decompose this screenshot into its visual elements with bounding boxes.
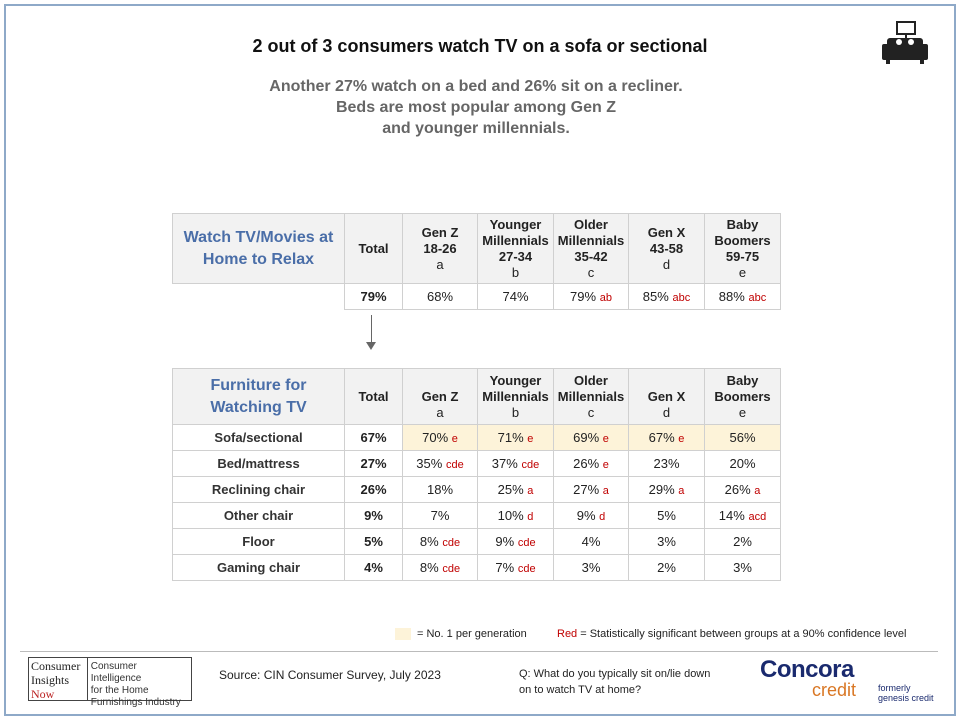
highlight-legend-text: = No. 1 per generation (417, 628, 527, 640)
furniture-table (172, 368, 781, 581)
source-note: Source: CIN Consumer Survey, July 2023 (219, 668, 441, 682)
table-row (173, 284, 781, 310)
concora-logo: Concora credit (760, 656, 857, 700)
col-older-millennials: Older Millennials 35-42 c (554, 214, 629, 284)
cell-value: 27% a (554, 477, 629, 503)
table-row (173, 477, 781, 503)
col-baby-boomers: Baby Boomers e (705, 369, 781, 425)
subtitle-line-2: Beds are most popular among Gen Z (335, 99, 617, 116)
cell-value: 85% abc (629, 284, 705, 310)
page-subtitle (0, 76, 952, 139)
down-arrow-head (366, 342, 376, 350)
col-gen-x: Gen X d (629, 369, 705, 425)
col-gen-z: Gen Z a (403, 369, 478, 425)
cell-value: 3% (629, 529, 705, 555)
relax-table (172, 213, 781, 310)
table-row (173, 529, 781, 555)
sofa-tv-icon (880, 20, 930, 68)
cell-value: 37% cde (478, 451, 554, 477)
row-label: Floor (173, 529, 345, 555)
col-total: Total (345, 214, 403, 284)
total-value: 27% (345, 451, 403, 477)
total-value: 26% (345, 477, 403, 503)
cin-logo: Consumer Insights Now Consumer Intelligence for the Home Furnishings Industry (28, 657, 192, 701)
cell-value: 4% (554, 529, 629, 555)
highlight-legend-swatch (395, 628, 411, 640)
page-title: 2 out of 3 consumers watch TV on a sofa or sectional (252, 36, 708, 56)
row-label: Reclining chair (173, 477, 345, 503)
cell-value: 8% cde (403, 555, 478, 581)
cell-value: 88% abc (705, 284, 781, 310)
formerly-note: formerly genesis credit (878, 683, 934, 703)
cell-value: 56% (705, 425, 781, 451)
survey-question: Q: What do you typically sit on/lie down on to watch TV at home? (519, 668, 711, 696)
total-value: 79% (345, 284, 403, 310)
cell-value: 20% (705, 451, 781, 477)
row-label: Bed/mattress (173, 451, 345, 477)
cell-value: 71% e (478, 425, 554, 451)
cell-value: 74% (478, 284, 554, 310)
col-gen-z: Gen Z 18-26 a (403, 214, 478, 284)
row-label: Other chair (173, 503, 345, 529)
table-row (173, 503, 781, 529)
total-value: 4% (345, 555, 403, 581)
relax-table-row-header: Watch TV/Movies at Home to Relax (173, 214, 345, 284)
col-total: Total (345, 369, 403, 425)
cell-value: 18% (403, 477, 478, 503)
cell-value: 2% (705, 529, 781, 555)
cell-value: 29% a (629, 477, 705, 503)
col-gen-x: Gen X 43-58 d (629, 214, 705, 284)
cell-value: 26% a (705, 477, 781, 503)
cell-value: 67% e (629, 425, 705, 451)
cell-value: 7% cde (478, 555, 554, 581)
table-row (173, 451, 781, 477)
col-older-millennials: Older Millennials c (554, 369, 629, 425)
cell-value: 3% (554, 555, 629, 581)
cell-value: 70% e (403, 425, 478, 451)
cell-value: 14% acd (705, 503, 781, 529)
subtitle-line-3: and younger millennials. (382, 120, 570, 137)
furniture-table-row-header: Furniture for Watching TV (173, 369, 345, 425)
col-younger-millennials: Younger Millennials 27-34 b (478, 214, 554, 284)
down-arrow-icon (371, 315, 372, 342)
table-row (173, 555, 781, 581)
row-label: Sofa/sectional (173, 425, 345, 451)
cell-value: 8% cde (403, 529, 478, 555)
cell-value: 25% a (478, 477, 554, 503)
cell-value: 2% (629, 555, 705, 581)
total-value: 67% (345, 425, 403, 451)
cell-value: 79% ab (554, 284, 629, 310)
cell-value: 10% d (478, 503, 554, 529)
cell-value: 69% e (554, 425, 629, 451)
total-value: 5% (345, 529, 403, 555)
cell-value: 26% e (554, 451, 629, 477)
col-younger-millennials: Younger Millennials b (478, 369, 554, 425)
cell-value: 7% (403, 503, 478, 529)
total-value: 9% (345, 503, 403, 529)
subtitle-line-1: Another 27% watch on a bed and 26% sit on a recliner. (269, 78, 683, 95)
cell-value: 35% cde (403, 451, 478, 477)
row-label: Gaming chair (173, 555, 345, 581)
cell-value: 3% (705, 555, 781, 581)
table-row (173, 425, 781, 451)
footer-divider (20, 651, 938, 652)
cell-value: 5% (629, 503, 705, 529)
cell-value: 68% (403, 284, 478, 310)
cell-value: 9% d (554, 503, 629, 529)
significance-legend: Red = Statistically significant between groups at a 90% confidence level (557, 628, 907, 640)
cell-value: 23% (629, 451, 705, 477)
col-baby-boomers: Baby Boomers 59-75 e (705, 214, 781, 284)
cell-value: 9% cde (478, 529, 554, 555)
